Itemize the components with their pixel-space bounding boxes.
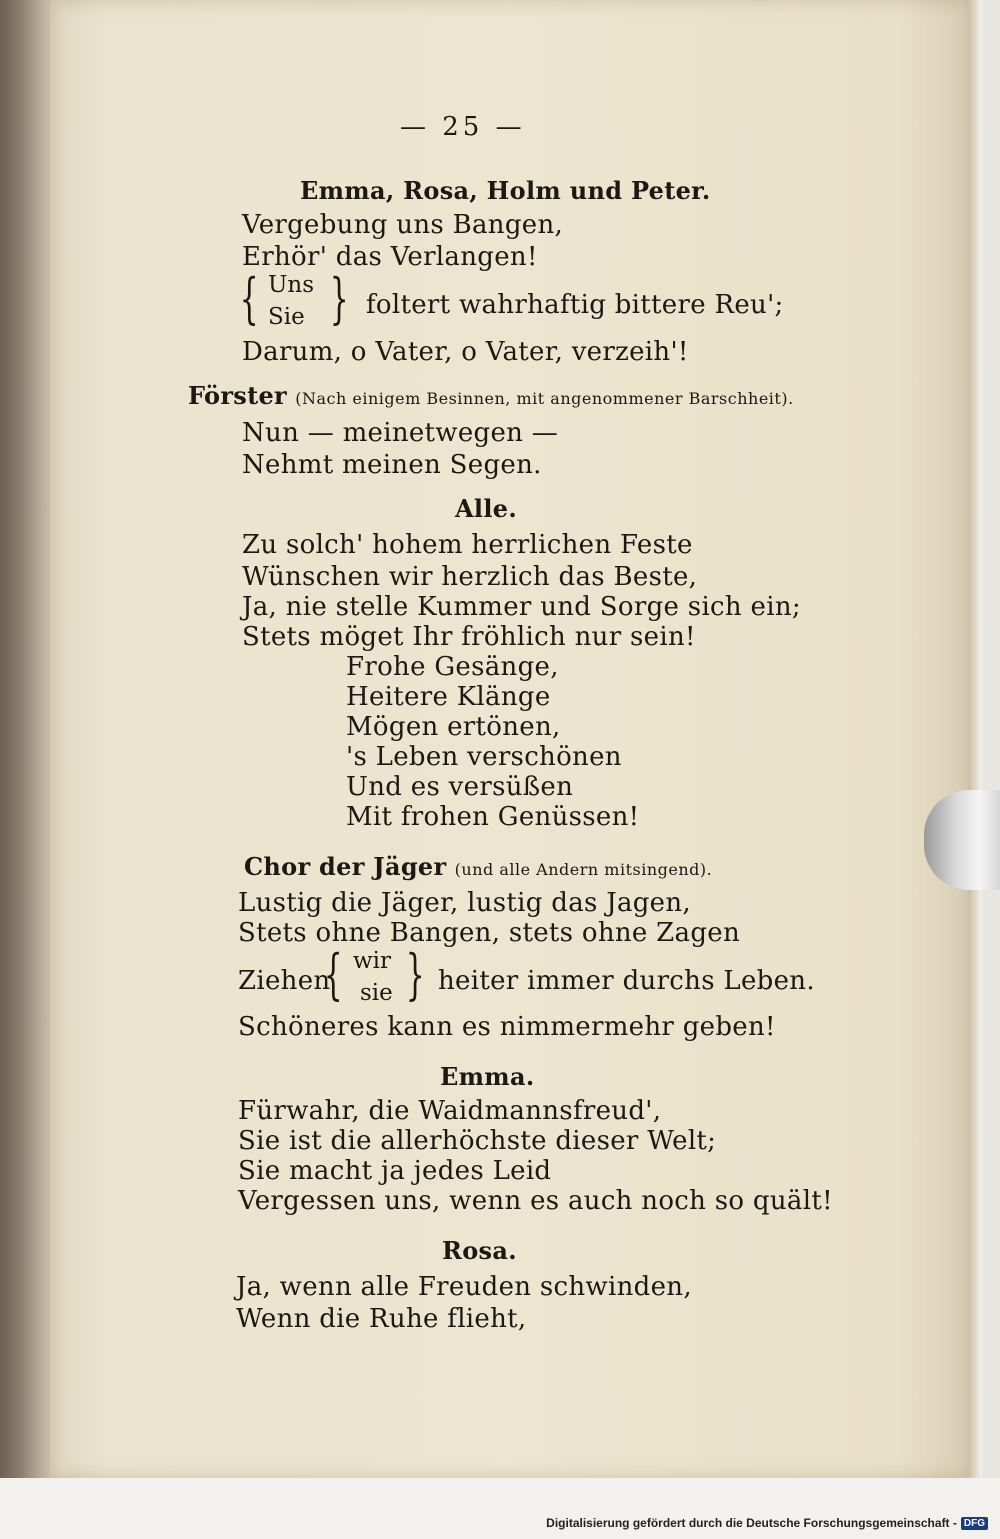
brace-option: Uns — [268, 272, 314, 298]
speaker-line — [188, 381, 794, 410]
verse-line: Lustig die Jäger, lustig das Jagen, — [238, 888, 691, 918]
verse-line: Vergebung uns Bangen, — [242, 210, 564, 240]
brace-option: Sie — [268, 304, 305, 330]
brace-option: wir — [353, 948, 392, 974]
verse-line: Wenn die Ruhe flieht, — [236, 1304, 527, 1334]
verse-line: Vergessen uns, wenn es auch noch so quält! — [238, 1186, 833, 1216]
speaker-name: Förster — [188, 381, 287, 410]
verse-line: Darum, o Vater, o Vater, verzeih'! — [242, 337, 689, 367]
verse-line: Zu solch' hohem herrlichen Feste — [242, 530, 693, 560]
verse-line: Wünschen wir herzlich das Beste, — [242, 562, 698, 592]
digitization-credit — [546, 1516, 988, 1530]
verse-line: Stets möget Ihr fröhlich nur sein! — [242, 622, 696, 652]
verse-line: foltert wahrhaftig bittere Reu'; — [366, 290, 784, 320]
verse-line: Nun — meinetwegen — — [242, 418, 559, 448]
verse-line: Und es versüßen — [346, 772, 574, 802]
right-brace: } — [329, 267, 349, 330]
page-number: — 25 — — [400, 112, 526, 142]
verse-line: Stets ohne Bangen, stets ohne Zagen — [238, 918, 741, 948]
stage-direction: (und alle Andern mitsingend). — [454, 860, 713, 879]
verse-line: Sie ist die allerhöchste dieser Welt; — [238, 1126, 717, 1156]
credit-text: Digitalisierung gefördert durch die Deutsche Forschungsgemeinschaft - — [546, 1516, 957, 1530]
page-edge — [968, 0, 982, 1478]
verse-line: Ja, nie stelle Kummer und Sorge sich ein; — [242, 592, 801, 622]
speaker-heading: Emma. — [440, 1062, 535, 1091]
brace-option: sie — [360, 980, 393, 1006]
verse-line: 's Leben verschönen — [346, 742, 622, 772]
verse-line: Heitere Klänge — [346, 682, 551, 712]
verse-line-prefix: Ziehen — [238, 966, 331, 996]
speaker-name: Chor der Jäger — [244, 852, 447, 881]
verse-line: Fürwahr, die Waidmannsfreud', — [238, 1096, 662, 1126]
speaker-heading: Emma, Rosa, Holm und Peter. — [300, 176, 711, 205]
verse-line: Ja, wenn alle Freuden schwinden, — [236, 1272, 692, 1302]
verse-line: Schöneres kann es nimmermehr geben! — [238, 1012, 776, 1042]
speaker-heading: Alle. — [455, 494, 517, 523]
speaker-line — [244, 852, 712, 881]
left-brace: { — [323, 943, 343, 1006]
verse-line: Nehmt meinen Segen. — [242, 450, 542, 480]
left-brace: { — [239, 267, 259, 330]
verse-line: Sie macht ja jedes Leid — [238, 1156, 552, 1186]
stage-direction: (Nach einigem Besinnen, mit angenommener Barschheit). — [295, 389, 794, 408]
page-clip — [924, 790, 1000, 890]
verse-line: Mögen ertönen, — [346, 712, 561, 742]
speaker-heading: Rosa. — [442, 1236, 517, 1265]
verse-line: heiter immer durchs Leben. — [438, 966, 815, 996]
verse-line: Erhör' das Verlangen! — [242, 242, 538, 272]
right-brace: } — [405, 943, 425, 1006]
verse-line: Frohe Gesänge, — [346, 652, 559, 682]
verse-line: Mit frohen Genüssen! — [346, 802, 640, 832]
dfg-logo: DFG — [961, 1517, 988, 1530]
